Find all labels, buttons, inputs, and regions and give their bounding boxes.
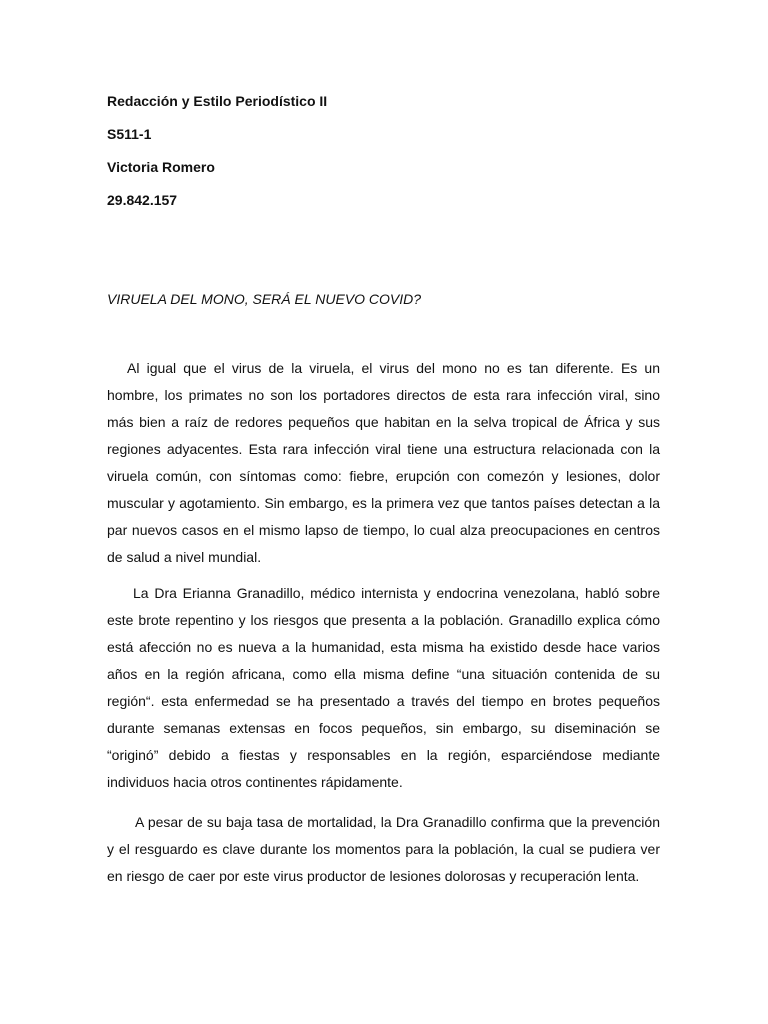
id-number: 29.842.157: [107, 192, 178, 208]
article-title: VIRUELA DEL MONO, SERÁ EL NUEVO COVID?: [107, 291, 422, 307]
course-name: Redacción y Estilo Periodístico II: [107, 93, 328, 109]
section-code: S511-1: [107, 126, 152, 142]
article-paragraph-2: La Dra Erianna Granadillo, médico internista y endocrina venezolana, habló sobre este brote repentino y los riesgos que presenta a la población. Granadillo explica cómo está afección no es nueva a la humanidad, esta misma ha existido desde hace varios años en la región africana, como ella misma define “una situación contenida de su región“. esta enfermedad se ha presentado a través del tiempo en brotes pequeños durante semanas extensas en focos pequeños, sin embargo, su diseminación se “originó” debido a fiestas y responsables en la región, esparciéndose mediante individuos hacia otros continentes rápidamente.: [107, 585, 660, 790]
article-paragraph-1: Al igual que el virus de la viruela, el virus del mono no es tan diferente. Es un hombre, los primates no son los portadores directos de esta rara infección viral, sino más bien a raíz de redores pequeños que habitan en la selva tropical de África y sus regiones adyacentes. Esta rara infección viral tiene una estructura relacionada con la viruela común, con síntomas como: fiebre, erupción con comezón y lesiones, dolor muscular y agotamiento. Sin embargo, es la primera vez que tantos países detectan a la par nuevos casos en el mismo lapso de tiempo, lo cual alza preocupaciones en centros de salud a nivel mundial.: [107, 360, 660, 565]
author-name: Victoria Romero: [107, 159, 215, 175]
article-paragraph-3: A pesar de su baja tasa de mortalidad, la Dra Granadillo confirma que la prevención y el resguardo es clave durante los momentos para la población, la cual se pudiera ver en riesgo de caer por este virus productor de lesiones dolorosas y recuperación lenta.: [107, 814, 660, 884]
